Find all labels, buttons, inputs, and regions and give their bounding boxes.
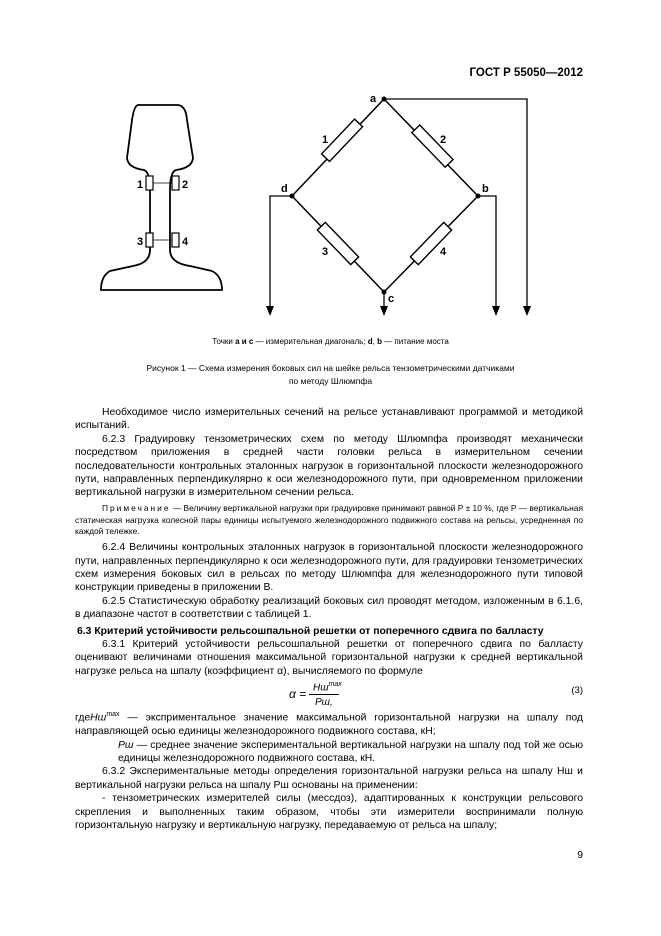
rail-label-3: 3	[137, 236, 144, 248]
formula-num-sup: max	[328, 681, 342, 689]
note	[75, 503, 583, 538]
gauge-1-rect	[146, 176, 153, 190]
gauge-2-rect	[172, 176, 179, 190]
legend-end: — питание моста	[381, 337, 449, 346]
legend-d: d	[367, 337, 373, 346]
figure-diagram	[0, 0, 661, 340]
list-item-messdoz: - тензометрических измерителей силы (мессдоз), адаптированных к конструкции рельсового скрепления и выполненных таким образом, чтобы эти измерители воспринимали полную горизонтальную нагрузку и вертикальную нагрузку, передаваемую от рельса на шпалу;	[75, 793, 583, 832]
rail-profile	[101, 105, 222, 290]
note-text: — Величину вертикальной нагрузки при градуировке принимают равной P ± 10 %, где P — вертикальная статическая нагрузка колесной пары единицы испытуемого железнодорожного подвижного состава на рельсы, усредненная по каждой тележке.	[75, 502, 583, 537]
paragraph-requirements: Необходимое число измерительных сечений на рельсе устанавливают программой и методикой испытаний.	[75, 407, 583, 432]
formula-den-text: Pш	[315, 697, 330, 709]
def-h-text: — эксприментальное значение максимальной горизонтальной нагрузки на шпалу под направляющей осью единицы железнодорожного подвижного состава, кН;	[75, 712, 583, 738]
fraction-bar	[309, 694, 339, 695]
paragraph-6-2-5: 6.2.5 Статистическую обработку реализаций боковых сил проводят методом, изложенным в 6.1.6, в диапазоне частот в соответствии с таблицей 1.	[75, 595, 583, 621]
arrow-b	[492, 306, 500, 316]
formula-comma: ,	[329, 697, 333, 709]
legend-mid: — измерительная диагональ;	[253, 337, 368, 346]
arrow-a	[523, 306, 531, 316]
def-h-sup: max	[106, 711, 120, 719]
formula-num-text: Hш	[313, 682, 329, 694]
lead-d	[270, 196, 292, 310]
gauge-4-rect	[172, 233, 179, 247]
resistor-3	[317, 222, 358, 264]
node-a-label: a	[370, 93, 377, 105]
legend-b: b	[377, 337, 382, 346]
paragraph-6-3-2: 6.3.2 Экспериментальные методы определения горизонтальной нагрузки рельса на шпалу Hш и вертикальной нагрузки рельса на шпалу Pш основаны на применении:	[75, 766, 583, 791]
figure-legend	[0, 337, 661, 346]
document-header: ГОСТ Р 55050—2012	[469, 67, 583, 79]
where-label: где	[75, 712, 91, 724]
legend-ac: а и с	[235, 337, 254, 346]
section-heading-6-3: 6.3 Критерий устойчивости рельсошпальной решетки от поперечного сдвига по балласту	[77, 625, 544, 637]
caption-line-2: по методу Шлюмпфа	[288, 376, 373, 386]
paragraph-6-2-4: 6.2.4 Величины контрольных эталонных нагрузок в горизонтальной плоскости железнодорожного пути, направленных перпендикулярно к оси железнодорожного пути, для градуировки тензометрических схем измерения боковых сил в рельсах по методу Шлюмпфа для железнодорожного пути типовой конструкции приведены в приложении В.	[75, 542, 583, 594]
gauge-label-4: 4	[440, 246, 447, 258]
note-label: Примечание	[102, 502, 171, 513]
page-number: 9	[577, 850, 583, 861]
caption-line-1: Рисунок 1 — Схема измерения боковых сил на шейке рельса тензометрическими датчиками	[146, 363, 515, 373]
formula-3	[75, 678, 583, 708]
arrow-c	[380, 306, 388, 316]
paragraph-6-2-3: 6.2.3 Градуировку тензометрических схем по методу Шлюмпфа производят механически посредством приложения в средней части головки рельса в измерительном сечении последовательности контрольных эталонных нагрузок в горизонтальной плоскости железнодорожного пути, направленных перпендикулярно к оси железнодорожного пути, при одновременном приложении вертикальной нагрузки в измерительном сечении рельса.	[75, 433, 583, 499]
paragraph-6-3-1: 6.3.1 Критерий устойчивости рельсошпальной решетки от поперечного сдвига по балласту оценивают величинами отношения максимальной горизонтальной нагрузки к средней вертикальной нагрузке рельса на шпалу (коэффициент α), вычисляемого по формуле	[75, 639, 583, 677]
arrow-d	[266, 306, 274, 316]
formula-number: (3)	[571, 685, 583, 697]
rail-label-4: 4	[182, 236, 189, 248]
def-h-symbol: Hш	[90, 712, 107, 724]
node-d-label: d	[281, 183, 288, 195]
legend-prefix: Точки	[212, 337, 236, 346]
node-b-label: b	[482, 183, 489, 195]
node-c-label: c	[388, 293, 395, 305]
definition-h	[75, 708, 583, 738]
resistor-4	[410, 222, 451, 264]
gauge-label-2: 2	[440, 134, 447, 146]
figure-caption	[100, 362, 561, 388]
legend-comma: ,	[372, 337, 378, 346]
def-p-text: — среднее значение экспериментальной вертикальной нагрузки на шпалу под той же осью единицы железнодорожного подвижного состава, кН.	[118, 739, 583, 764]
def-p-symbol: Pш	[118, 739, 134, 751]
resistor-2	[412, 125, 453, 167]
lead-b	[478, 196, 496, 310]
formula-alpha: α =	[289, 687, 307, 702]
gauge-label-1: 1	[322, 134, 329, 146]
body-text	[75, 406, 583, 832]
rail-label-2: 2	[182, 179, 189, 191]
formula-numerator	[313, 678, 342, 695]
lead-a	[384, 99, 527, 310]
gauge-label-3: 3	[322, 246, 329, 258]
gauge-3-rect	[146, 233, 153, 247]
definition-p	[75, 739, 583, 766]
rail-label-1: 1	[137, 179, 144, 191]
